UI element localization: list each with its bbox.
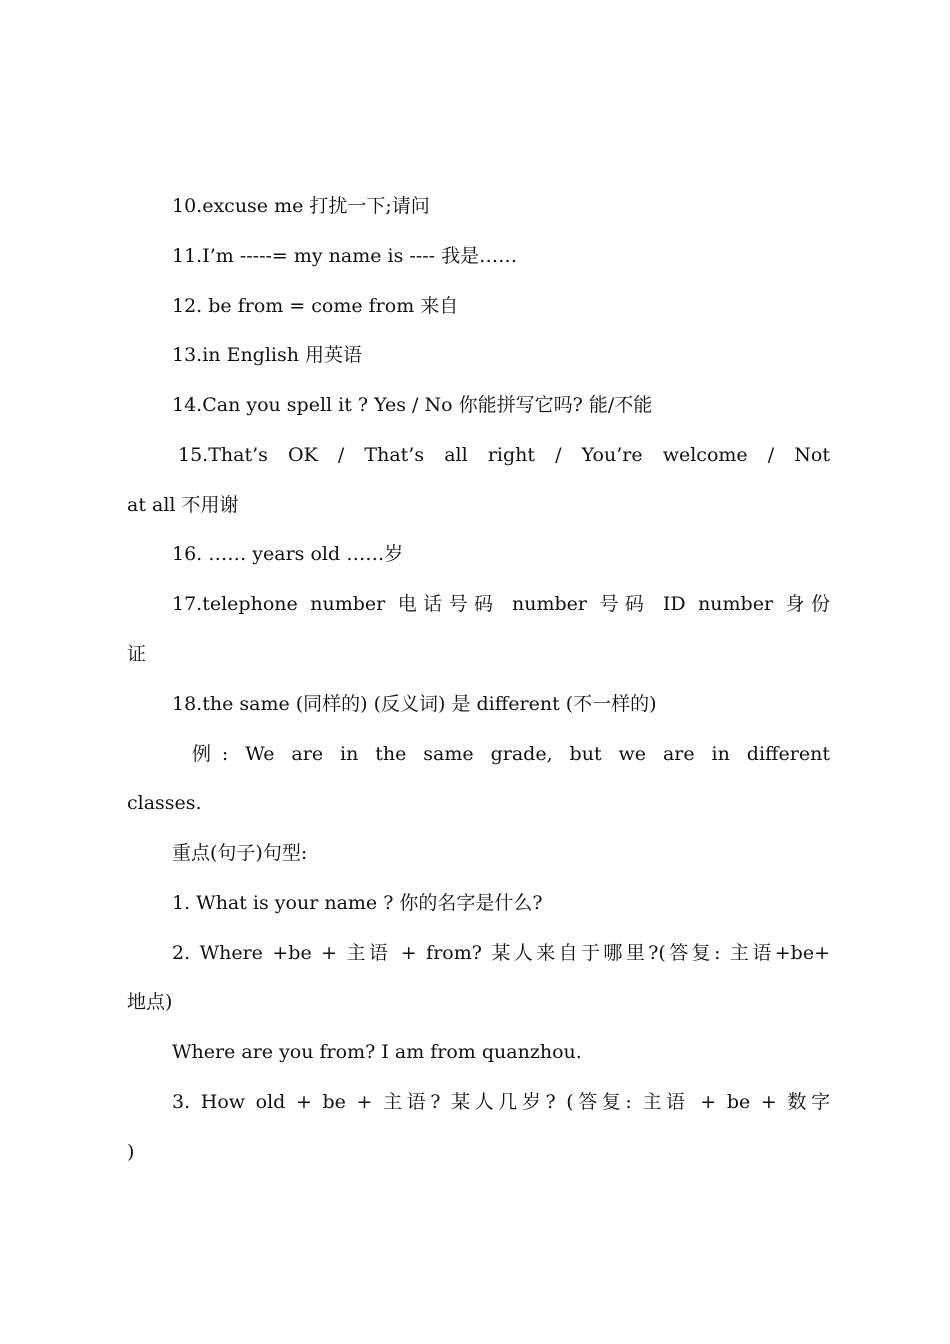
vocab-item-13: 13.in English 用英语 [172,344,363,366]
sentence-pattern-2-example: Where are you from? I am from quanzhou. [172,1041,582,1063]
vocab-item-12: 12. be from = come from 来自 [172,295,459,317]
sentence-pattern-2-continued: 地点) [127,991,173,1013]
sentence-pattern-3: 3. How old + be + 主语? 某人几岁? (答复: 主语 + be + 数字 [172,1091,830,1113]
vocab-item-16: 16. …… years old ……岁 [172,543,404,565]
sentence-pattern-1: 1. What is your name ? 你的名字是什么? [172,892,543,914]
vocab-item-11: 11.I’m -----= my name is ---- 我是…… [172,245,518,267]
vocab-item-14: 14.Can you spell it ? Yes / No 你能拼写它吗? 能/不能 [172,394,653,416]
example-sentence: 例: We are in the same grade, but we are in different [192,743,830,765]
sentence-pattern-3-continued: ) [127,1141,135,1163]
vocab-item-17: 17.telephone number 电话号码 number 号码 ID number 身份 [172,593,830,615]
sentence-pattern-2: 2. Where +be + 主语 + from? 某人来自于哪里?(答复: 主语+be+ [172,942,830,964]
example-sentence-continued: classes. [127,792,202,814]
vocab-item-10: 10.excuse me 打扰一下;请问 [172,195,430,217]
vocab-item-18: 18.the same (同样的) (反义词) 是 different (不一样的) [172,693,657,715]
section-title: 重点(句子)句型: [172,842,308,864]
vocab-item-15: 15.That’s OK / That’s all right / You’re welcome / Not [178,444,830,466]
vocab-item-17-continued: 证 [127,643,147,665]
vocab-item-15-continued: at all 不用谢 [127,494,239,516]
